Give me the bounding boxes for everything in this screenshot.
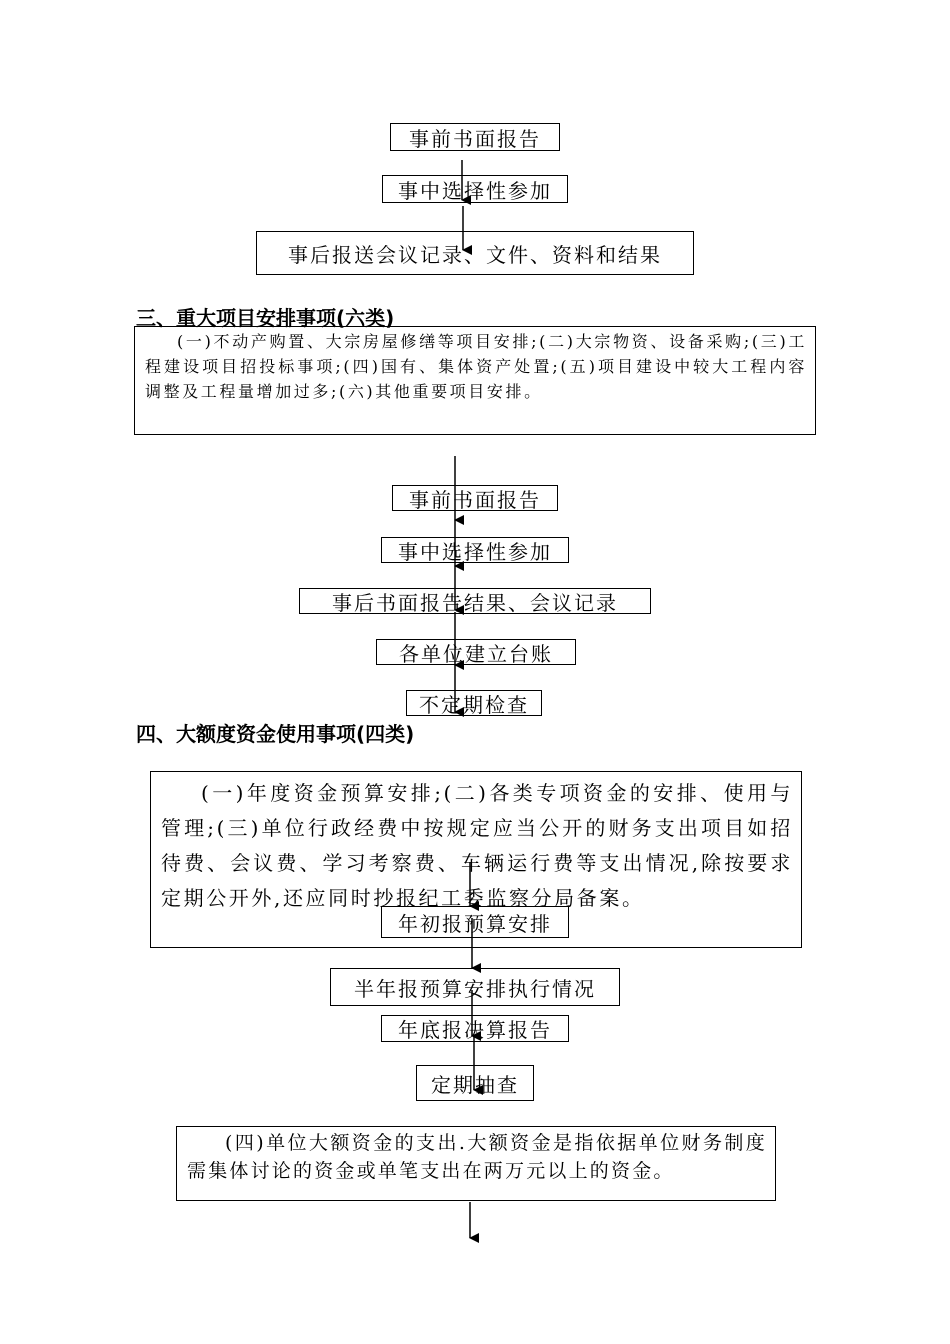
flow-box-irregular-inspection: 不定期检查 <box>406 690 542 716</box>
flow-box-final-accounts: 年底报决算报告 <box>381 1015 569 1042</box>
flow-box-post-submission: 事后报送会议记录、文件、资料和结果 <box>256 231 694 275</box>
section-heading-major-projects: 三、重大项目安排事项(六类) <box>136 306 395 330</box>
large-funds-expenditure-text: (四)单位大额资金的支出.大额资金是指依据单位财务制度需集体讨论的资金或单笔支出在两万元以上的资金。 <box>187 1132 767 1182</box>
flow-box-regular-spot-check: 定期抽查 <box>416 1065 534 1101</box>
section-heading-large-funds: 四、大额度资金使用事项(四类) <box>136 722 415 746</box>
major-projects-text: (一)不动产购置、大宗房屋修缮等项目安排;(二)大宗物资、设备采购;(三)工程建设项目招投标事项;(四)国有、集体资产处置;(五)项目建设中较大工程内容调整及工程量增加过多;(六)其他重要项目安排。 <box>145 332 807 401</box>
major-projects-description <box>134 326 816 435</box>
flow-box-half-year-execution: 半年报预算安排执行情况 <box>330 968 620 1006</box>
flow-box-optional-attendance-2: 事中选择性参加 <box>381 537 569 563</box>
large-funds-expenditure-description <box>176 1126 776 1201</box>
flow-box-optional-attendance: 事中选择性参加 <box>382 175 568 203</box>
flow-box-prior-report-2: 事前书面报告 <box>392 485 558 511</box>
flow-box-annual-budget: 年初报预算安排 <box>381 906 569 938</box>
flow-box-ledger: 各单位建立台账 <box>376 639 576 665</box>
large-funds-text: (一)年度资金预算安排;(二)各类专项资金的安排、使用与管理;(三)单位行政经费中按规定应当公开的财务支出项目如招待费、会议费、学习考察费、车辆运行费等支出情况,除按要求定期公开外,还应同时抄报纪工委监察分局备案。 <box>161 781 793 910</box>
flow-box-prior-report: 事前书面报告 <box>390 123 560 151</box>
flow-box-post-written-report: 事后书面报告结果、会议记录 <box>299 588 651 614</box>
